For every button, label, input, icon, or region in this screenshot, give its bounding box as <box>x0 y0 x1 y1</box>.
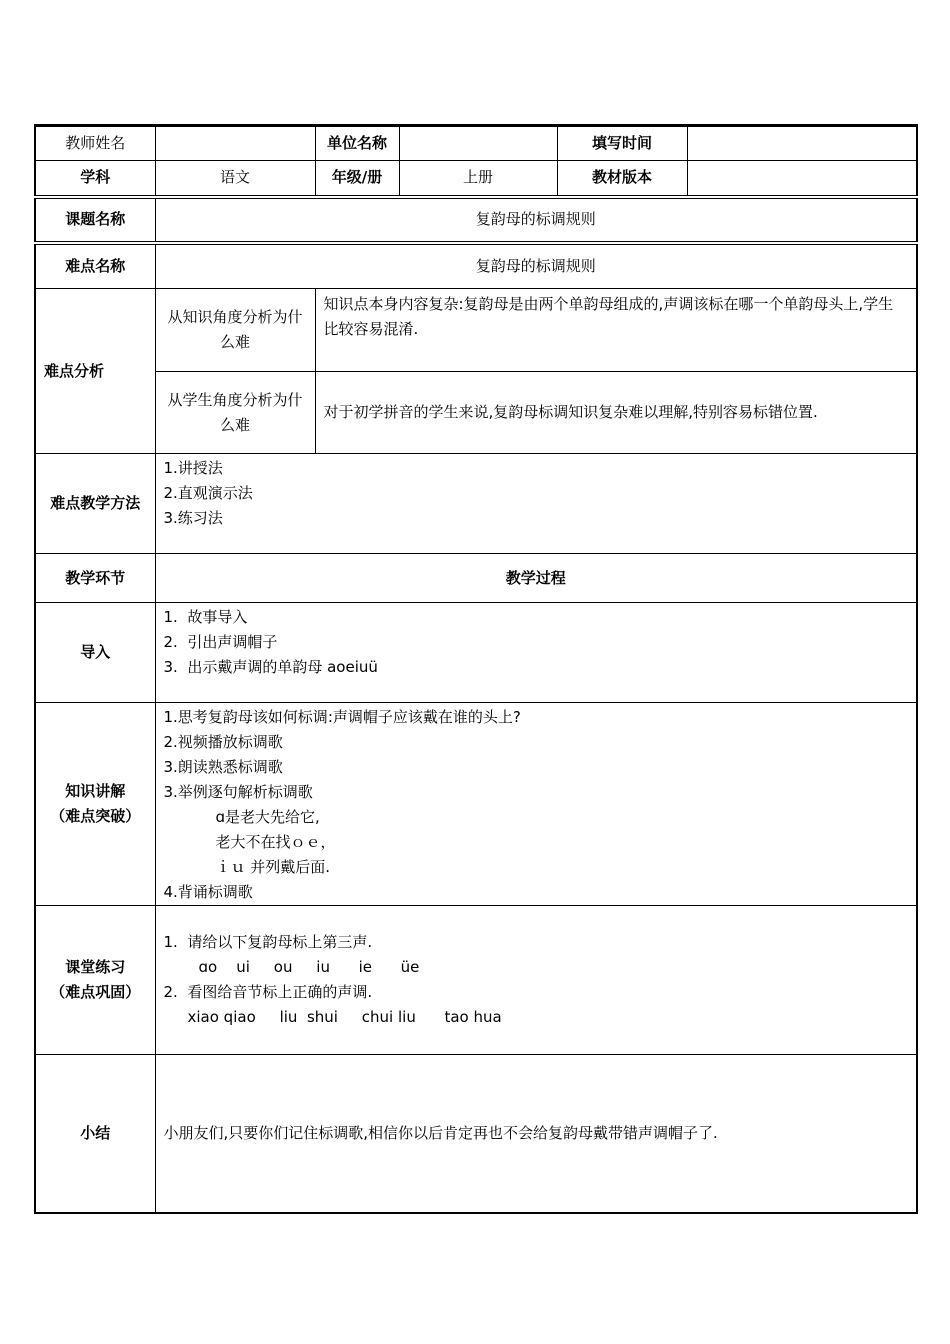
difficulty-value: 复韵母的标调规则 <box>155 243 917 289</box>
teacher-label: 教师姓名 <box>35 126 155 161</box>
explain-label-main: 知识讲解 <box>65 782 126 800</box>
edition-value <box>687 161 917 197</box>
intro-line: 3. 出示戴声调的单韵母 aoeiuü <box>163 658 378 676</box>
intro-label: 导入 <box>35 603 155 703</box>
date-value <box>687 126 917 161</box>
edition-label: 教材版本 <box>557 161 687 197</box>
subject-value: 语文 <box>155 161 315 197</box>
topic-row <box>35 197 917 243</box>
practice-label-sub: （难点巩固） <box>50 983 141 1001</box>
summary-row <box>35 1055 917 1213</box>
methods-label: 难点教学方法 <box>35 454 155 554</box>
unit-value <box>399 126 557 161</box>
analysis-row-student <box>35 372 917 454</box>
method-item: 1.讲授法 <box>163 459 223 477</box>
intro-line: 1. 故事导入 <box>163 608 248 626</box>
header-row-1 <box>35 126 917 161</box>
student-angle-label: 从学生角度分析为什么难 <box>155 372 315 454</box>
process-header-row <box>35 554 917 603</box>
intro-content <box>155 603 917 703</box>
finals-line: ɑo ui ou iu ie üe <box>198 958 420 976</box>
explain-label <box>35 703 155 906</box>
methods-list <box>155 454 917 554</box>
stage-header: 教学环节 <box>35 554 155 603</box>
explain-line: 3.朗读熟悉标调歌 <box>163 758 283 776</box>
explain-content <box>155 703 917 906</box>
header-row-2 <box>35 161 917 197</box>
topic-value: 复韵母的标调规则 <box>155 197 917 243</box>
practice-line: 2. 看图给音节标上正确的声调. <box>163 983 373 1001</box>
analysis-row-knowledge <box>35 289 917 372</box>
date-label: 填写时间 <box>557 126 687 161</box>
syllables-line: xiao qiao liu shui chui liu tao hua <box>187 1008 502 1026</box>
practice-content <box>155 906 917 1055</box>
explain-row <box>35 703 917 906</box>
methods-row <box>35 454 917 554</box>
knowledge-angle-text: 知识点本身内容复杂:复韵母是由两个单韵母组成的,声调该标在哪一个单韵母头上,学生比较容易混淆. <box>315 289 917 372</box>
intro-row <box>35 603 917 703</box>
explain-line: 1.思考复韵母该如何标调:声调帽子应该戴在谁的头上? <box>163 708 521 726</box>
explain-line: 2.视频播放标调歌 <box>163 733 283 751</box>
practice-label-main: 课堂练习 <box>65 958 126 976</box>
lesson-plan <box>34 124 916 1214</box>
explain-label-sub: （难点突破） <box>50 807 141 825</box>
knowledge-angle-label: 从知识角度分析为什么难 <box>155 289 315 372</box>
student-angle-text: 对于初学拼音的学生来说,复韵母标调知识复杂难以理解,特别容易标错位置. <box>315 372 917 454</box>
explain-line: 3.举例逐句解析标调歌 <box>163 783 313 801</box>
intro-line: 2. 引出声调帽子 <box>163 633 278 651</box>
difficulty-label: 难点名称 <box>35 243 155 289</box>
grade-value: 上册 <box>399 161 557 197</box>
practice-label <box>35 906 155 1055</box>
unit-label: 单位名称 <box>315 126 399 161</box>
grade-label: 年级/册 <box>315 161 399 197</box>
summary-text: 小朋友们,只要你们记住标调歌,相信你以后肯定再也不会给复韵母戴带错声调帽子了. <box>155 1055 917 1213</box>
teacher-value <box>155 126 315 161</box>
topic-label: 课题名称 <box>35 197 155 243</box>
analysis-label: 难点分析 <box>35 289 155 454</box>
subject-label: 学科 <box>35 161 155 197</box>
difficulty-row <box>35 243 917 289</box>
practice-line: 1. 请给以下复韵母标上第三声. <box>163 933 373 951</box>
song-line: 老大不在找ｏｅ， <box>215 833 336 851</box>
explain-line: 4.背诵标调歌 <box>163 883 253 901</box>
lesson-plan-table <box>34 124 918 1214</box>
song-line: ｉｕ 并列戴后面. <box>215 858 331 876</box>
summary-label: 小结 <box>35 1055 155 1213</box>
method-item: 3.练习法 <box>163 509 223 527</box>
method-item: 2.直观演示法 <box>163 484 253 502</box>
practice-row <box>35 906 917 1055</box>
process-header: 教学过程 <box>155 554 917 603</box>
song-line: ɑ是老大先给它, <box>215 808 320 826</box>
